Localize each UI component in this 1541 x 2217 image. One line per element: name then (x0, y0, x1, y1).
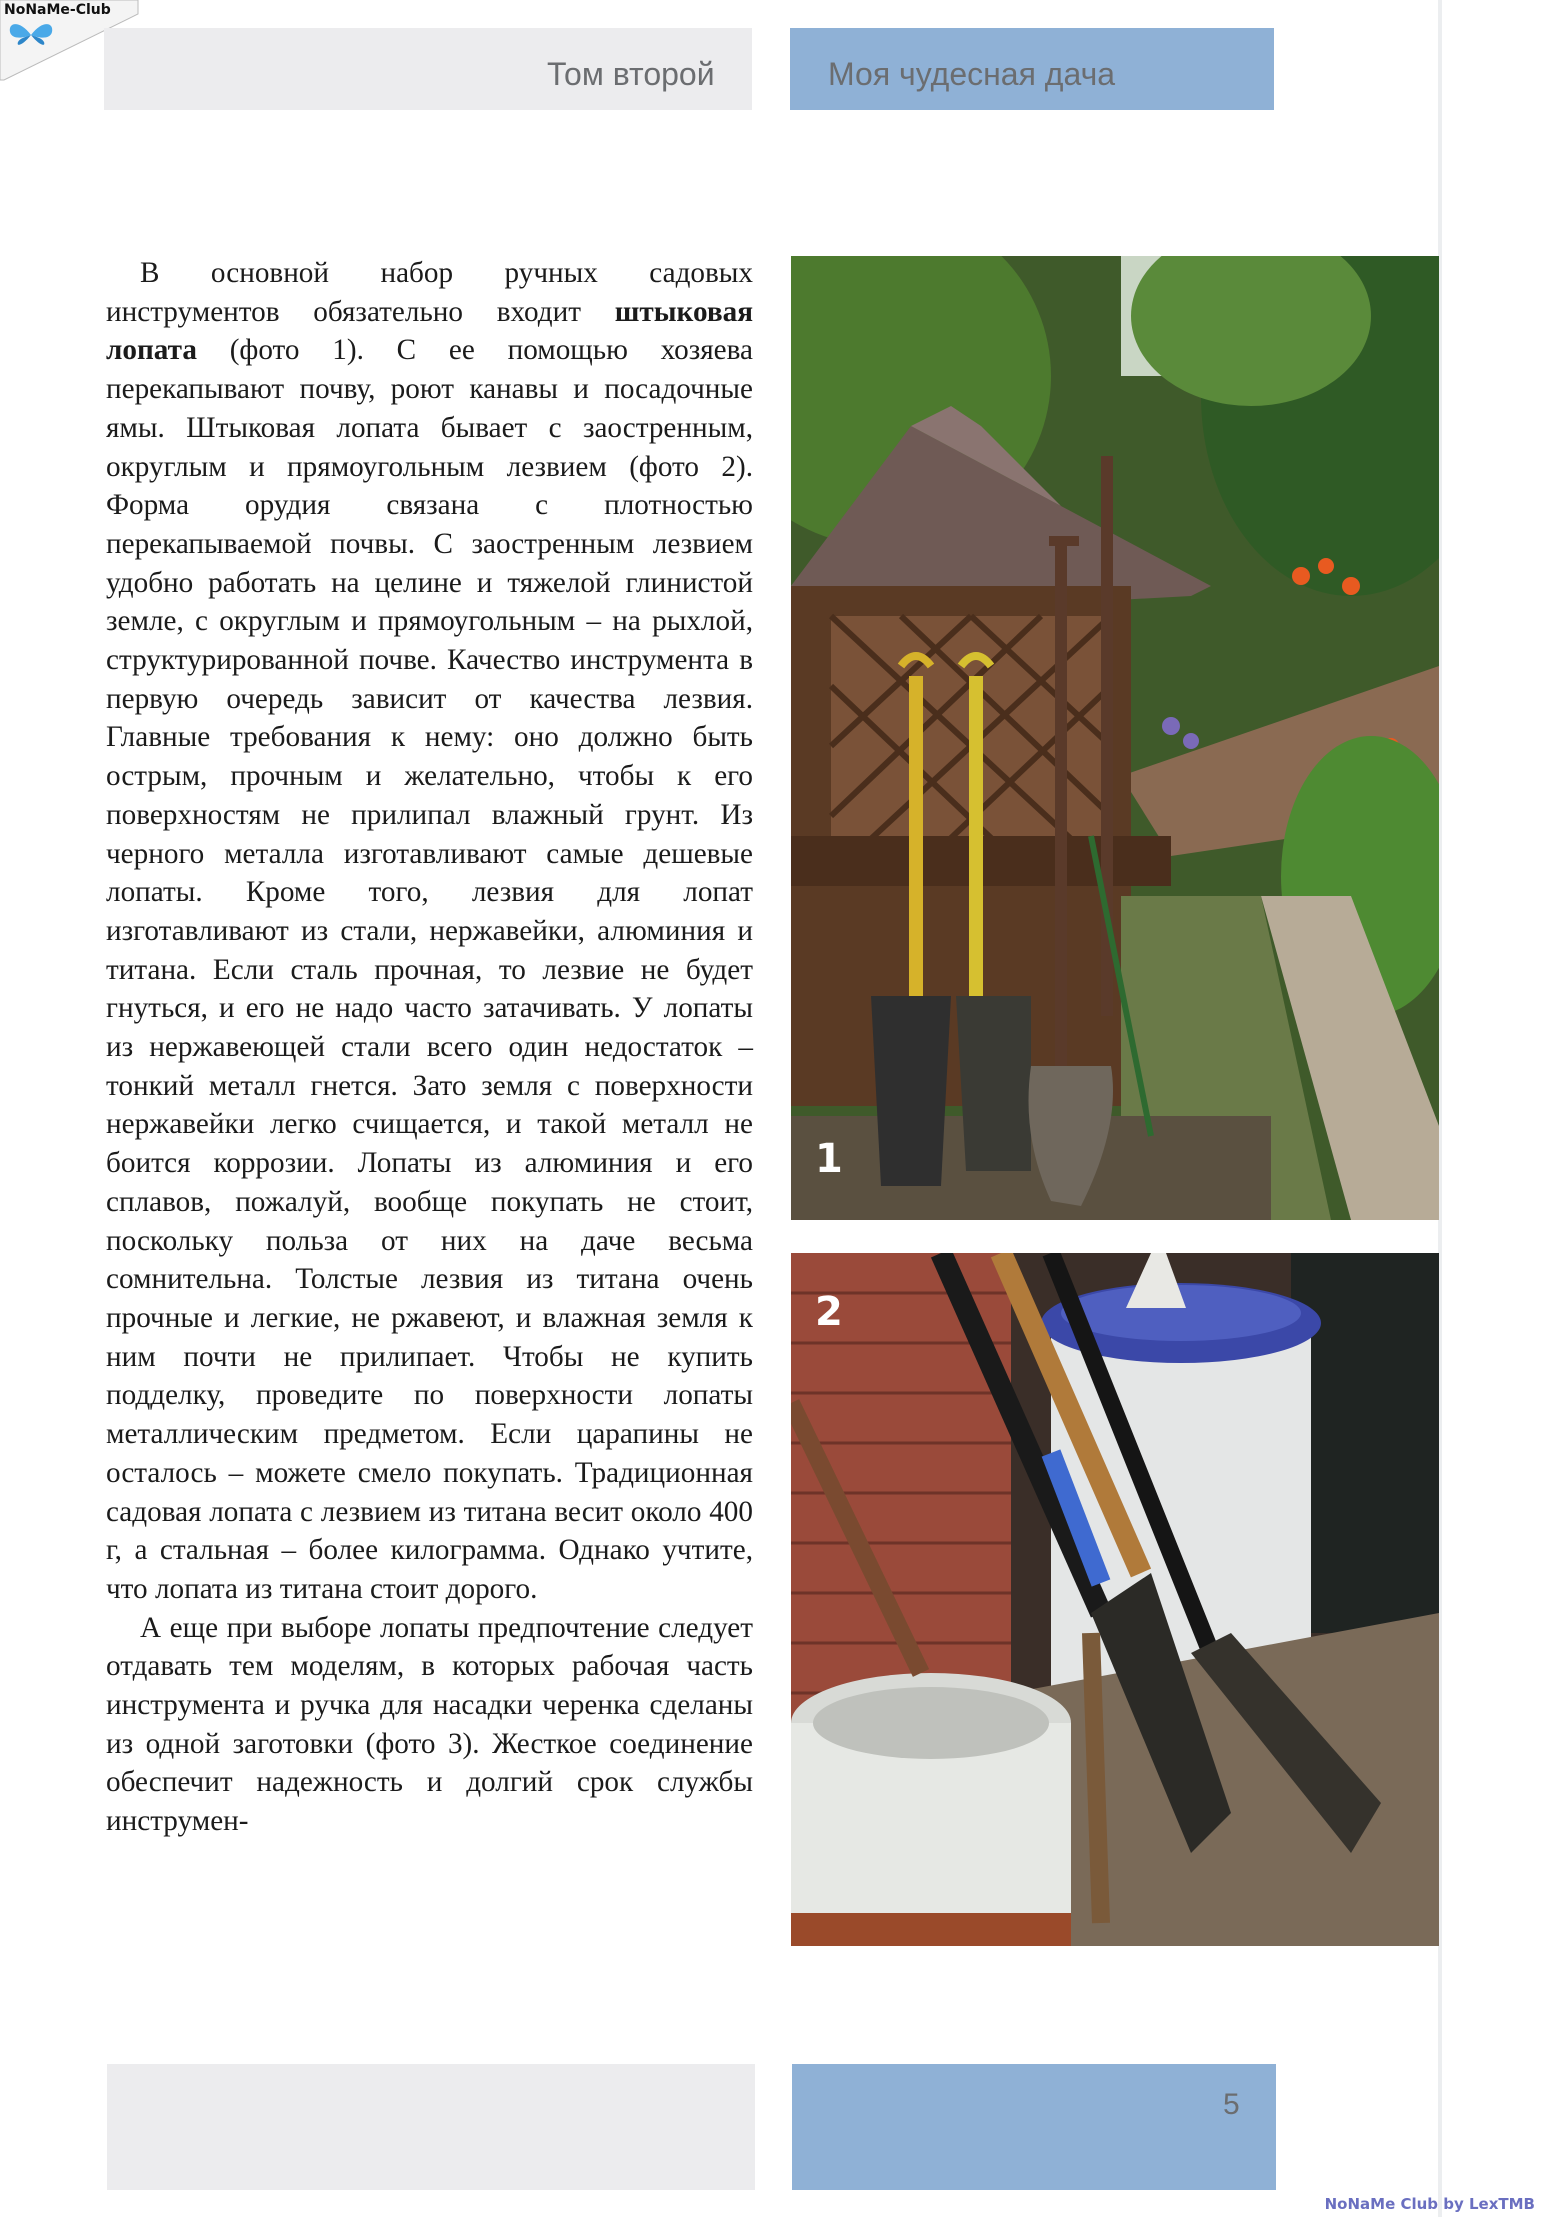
photo-2-number: 2 (815, 1289, 843, 1335)
article-body (106, 254, 753, 1841)
paragraph-1-intro: В основной набор ручных садовых инструментов обязательно входит (106, 257, 753, 328)
book-series-title: Моя чудесная дача (828, 56, 1116, 92)
logo-text: NoNaMe-Club (4, 2, 111, 18)
term-bayonet-shovel: штыковая лопата (106, 295, 753, 367)
page-number: 5 (1223, 2088, 1240, 2121)
photo-1 (791, 256, 1439, 1220)
book-volume-title: Том второй (547, 56, 715, 92)
paragraph-1-rest: (фото 1). С ее помощью хозяева перекапывают почву, роют канавы и посадочные ямы. Штыковая лопата бывает с заостренным, округлым и прямоугольным лезвием (фото 2). Форма орудия связана с плотностью перекапываемой почвы. С заостренным лезвием удобно работать на целине и тяжелой глинистой земле, с округлым и прямоугольным – на рыхлой, структурированной почве. Качество инструмента в первую очередь зависит от качества лезвия. Главные требования к нему: оно должно быть острым, прочным и желательно, чтобы к его поверхностям не прилипал влажный грунт. Из черного металла изготавливают самые дешевые лопаты. Кроме того, лезвия для лопат изготавливают из стали, нержавейки, алюминия и титана. Если сталь прочная, то лезвие не будет гнуться, и его не надо часто затачивать. У лопаты из нержавеющей стали всего один недостаток – тонкий металл гнется. Зато земля с поверхности нержавейки легко счищается, и такой металл не боится коррозии. Лопаты из алюминия и его сплавов, пожалуй, вообще покупать не стоит, поскольку польза от них на даче весьма сомнительна. Толстые лезвия из титана очень прочные и легкие, не ржавеют, и влажная земля к ним почти не прилипает. Чтобы не купить подделку, проведите по поверхности лопаты металлическим предметом. Если царапины не осталось – можете смело покупать. Традиционная садовая лопата с лезвием из титана весит около 400 г, а стальная – более килограмма. Однако учтите, что лопата из титана стоит дорого. (106, 334, 753, 1605)
paragraph-2: А еще при выборе лопаты предпочтение следует отдавать тем моделям, в которых рабочая часть инструмента и ручка для насадки черенка сделаны из одной заготовки (фото 3). Жесткое соединение обеспечит надежность и долгий срок службы инструмен- (106, 1611, 753, 1838)
photo-1-image (791, 256, 1439, 1220)
footer-left-band (107, 2064, 755, 2190)
butterfly-icon (6, 18, 56, 52)
watermark: NoNaMe Club by LexTMB (1324, 2195, 1535, 2213)
photo-1-number: 1 (815, 1136, 843, 1182)
photo-2 (791, 1253, 1439, 1946)
footer-right-band (792, 2064, 1276, 2190)
photo-2-image (791, 1253, 1439, 1946)
paragraph-1 (106, 254, 753, 1609)
